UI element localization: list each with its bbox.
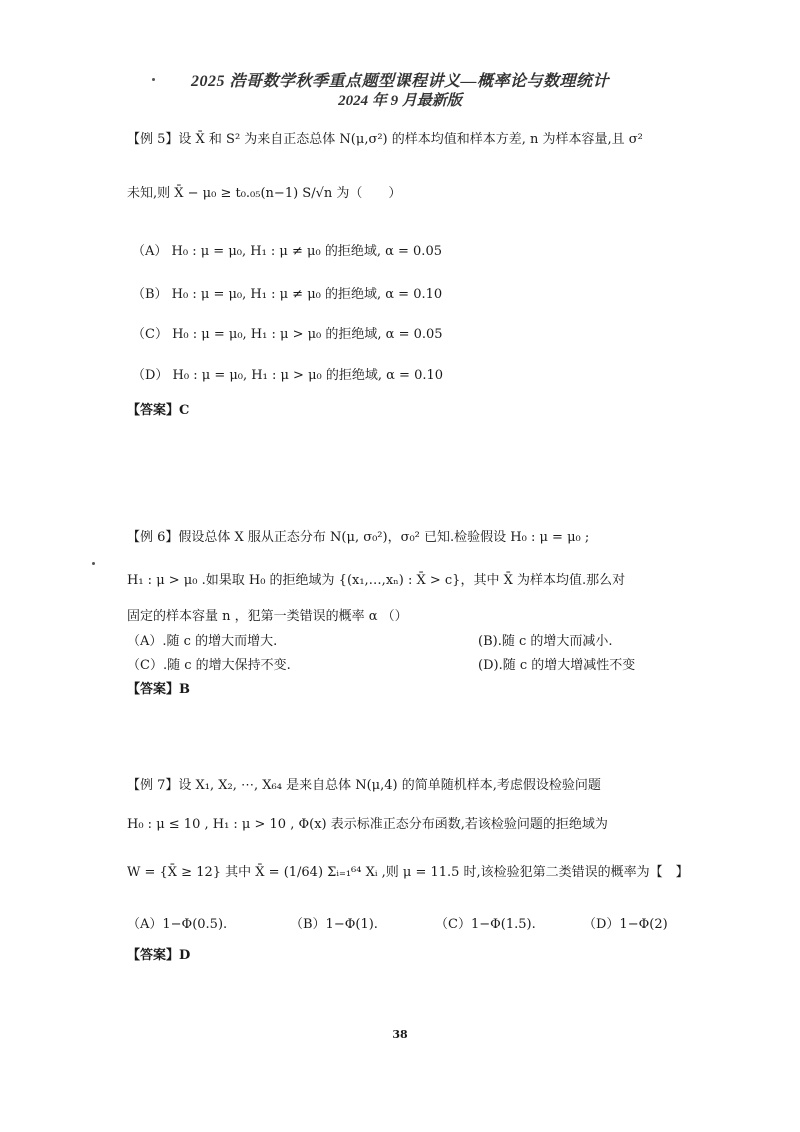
example-5-option-a: （A） H₀ : μ = μ₀, H₁ : μ ≠ μ₀ 的拒绝域, α = 0.05 xyxy=(132,244,442,259)
example-6-question-line-3: 固定的样本容量 n ，犯第一类错误的概率 α （） xyxy=(127,609,408,624)
example-7-question-line-2: H₀ : μ ≤ 10 , H₁ : μ > 10 , Φ(x) 表示标准正态分布函数,若该检验问题的拒绝域为 xyxy=(127,817,608,832)
example-6-option-d: (D).随 c 的增大增减性不变 xyxy=(478,658,636,673)
example-5-option-c: （C） H₀ : μ = μ₀, H₁ : μ > μ₀ 的拒绝域, α = 0.05 xyxy=(132,327,443,342)
page-number: 38 xyxy=(392,1028,408,1041)
example-6-option-c: （C）.随 c 的增大保持不变. xyxy=(127,658,291,673)
example-7-option-c: （C）1−Φ(1.5). xyxy=(435,917,536,932)
example-7-question-line-3: W = {X̄ ≥ 12} 其中 X̄ = (1/64) Σᵢ₌₁⁶⁴ Xᵢ ,则 μ = 11.5 时,该检验犯第二类错误的概率为【 】 xyxy=(127,865,689,880)
example-5-option-b: （B） H₀ : μ = μ₀, H₁ : μ ≠ μ₀ 的拒绝域, α = 0.10 xyxy=(132,287,443,302)
example-5-question-line-2: 未知,则 X̄ − μ₀ ≥ t₀.₀₅(n−1) S/√n 为（ ） xyxy=(127,186,402,201)
example-6-question-line-2: H₁ : μ > μ₀ .如果取 H₀ 的拒绝域为 {(x₁,…,xₙ) : X̄ > c}，其中 X̄ 为样本均值.那么对 xyxy=(127,573,626,588)
example-7-answer: 【答案】D xyxy=(127,948,191,963)
example-7-option-b: （B）1−Φ(1). xyxy=(290,917,378,932)
header-subtitle: 2024 年 9 月最新版 xyxy=(338,93,462,109)
example-5-option-d: （D） H₀ : μ = μ₀, H₁ : μ > μ₀ 的拒绝域, α = 0.10 xyxy=(132,368,444,383)
example-7-option-d: （D）1−Φ(2) xyxy=(583,917,668,932)
example-6-option-a: （A）.随 c 的增大而增大. xyxy=(127,634,278,649)
example-5-answer: 【答案】C xyxy=(127,403,190,418)
example-5-question-line-1: 【例 5】设 X̄ 和 S² 为来自正态总体 N(μ,σ²) 的样本均值和样本方差, n 为样本容量,且 σ² xyxy=(127,132,643,147)
scan-speck xyxy=(92,562,95,565)
header-title: 2025 浩哥数学秋季重点题型课程讲义—概率论与数理统计 xyxy=(190,73,609,90)
example-6-answer: 【答案】B xyxy=(127,682,190,697)
example-7-option-a: （A）1−Φ(0.5). xyxy=(127,917,228,932)
example-6-question-line-1: 【例 6】假设总体 X 服从正态分布 N(μ, σ₀²)，σ₀² 已知.检验假设 H₀ : μ = μ₀ ; xyxy=(127,530,590,545)
example-7-question-line-1: 【例 7】设 X₁, X₂, ⋯, X₆₄ 是来自总体 N(μ,4) 的简单随机样本,考虑假设检验问题 xyxy=(127,778,601,793)
example-6-option-b: (B).随 c 的增大而减小. xyxy=(478,634,613,649)
